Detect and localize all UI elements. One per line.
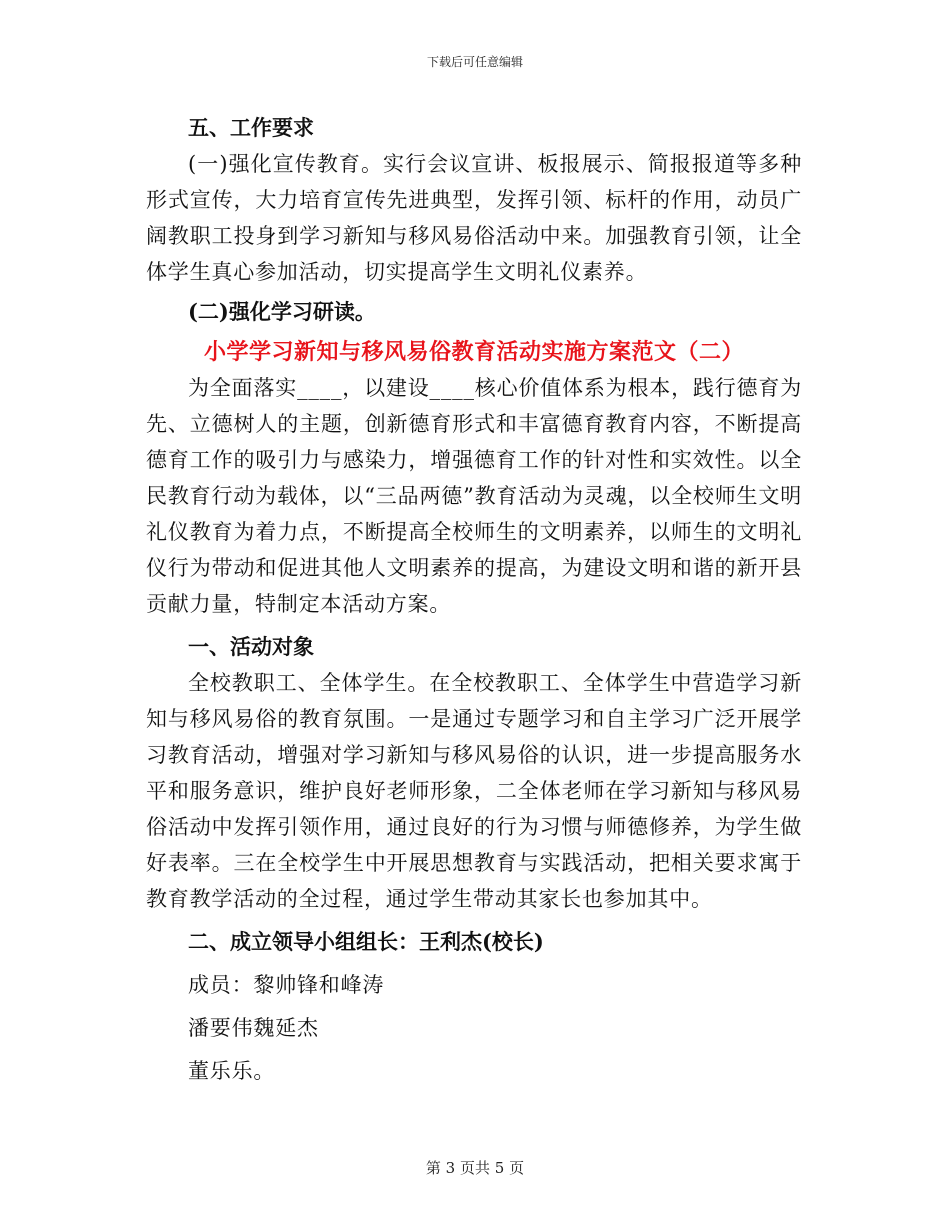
section-heading-leadership-group: 二、成立领导小组组长：王利杰(校长): [188, 929, 544, 954]
paragraph-activity-targets: 全校教职工、全体学生。在全校教职工、全体学生中营造学习新知与移风易俗的教育氛围。一是通过专题学习和自主学习广泛开展学习教育活动，增强对学习新知与移风易俗的认识，进一步提高服务水平和服务意识，维护良好老师形象，二全体老师在学习新知与移风易俗活动中发挥引领作用，通过良好的行为习惯与师德修养，为学生做好表率。三在全校学生中开展思想教育与实践活动，把相关要求寓于教育教学活动的全过程，通过学生带动其家长也参加其中。: [146, 671, 802, 911]
page-header: 下载后可任意编辑: [426, 55, 523, 69]
subheading-strengthen-study: (二)强化学习研读。: [188, 299, 376, 324]
paragraph-introduction: 为全面落实____，以建设____核心价值体系为根本，践行德育为先、立德树人的主题，创新德育形式和丰富德育教育内容，不断提高德育工作的吸引力与感染力，增强德育工作的针对性和实效性。以全民教育行动为载体，以“三品两德”教育活动为灵魂，以全校师生文明礼仪教育为着力点，不断提高全校师生的文明素养，以师生的文明礼仪行为带动和促进其他人文明素养的提高，为建设文明和谐的新开县贡献力量，特制定本活动方案。: [146, 376, 802, 616]
members-line-3: 董乐乐。: [188, 1059, 276, 1083]
members-line-2: 潘要伟魏延杰: [188, 1016, 319, 1040]
document-title-part-two: 小学学习新知与移风易俗教育活动实施方案范文（二）: [203, 339, 744, 365]
paragraph-strengthen-publicity: (一)强化宣传教育。实行会议宣讲、板报展示、简报报道等多种形式宣传，大力培育宣传先进典型，发挥引领、标杆的作用，动员广阔教职工投身到学习新知与移风易俗活动中来。加强教育引领，让全体学生真心参加活动，切实提高学生文明礼仪素养。: [146, 152, 802, 284]
section-heading-activity-targets: 一、活动对象: [188, 634, 314, 659]
section-heading-work-requirements: 五、工作要求: [188, 115, 314, 140]
document-body: [146, 110, 802, 1089]
page-footer-page-number: 第 3 页共 5 页: [425, 1159, 525, 1177]
members-line-1: 成员：黎帅锋和峰涛: [188, 973, 385, 997]
